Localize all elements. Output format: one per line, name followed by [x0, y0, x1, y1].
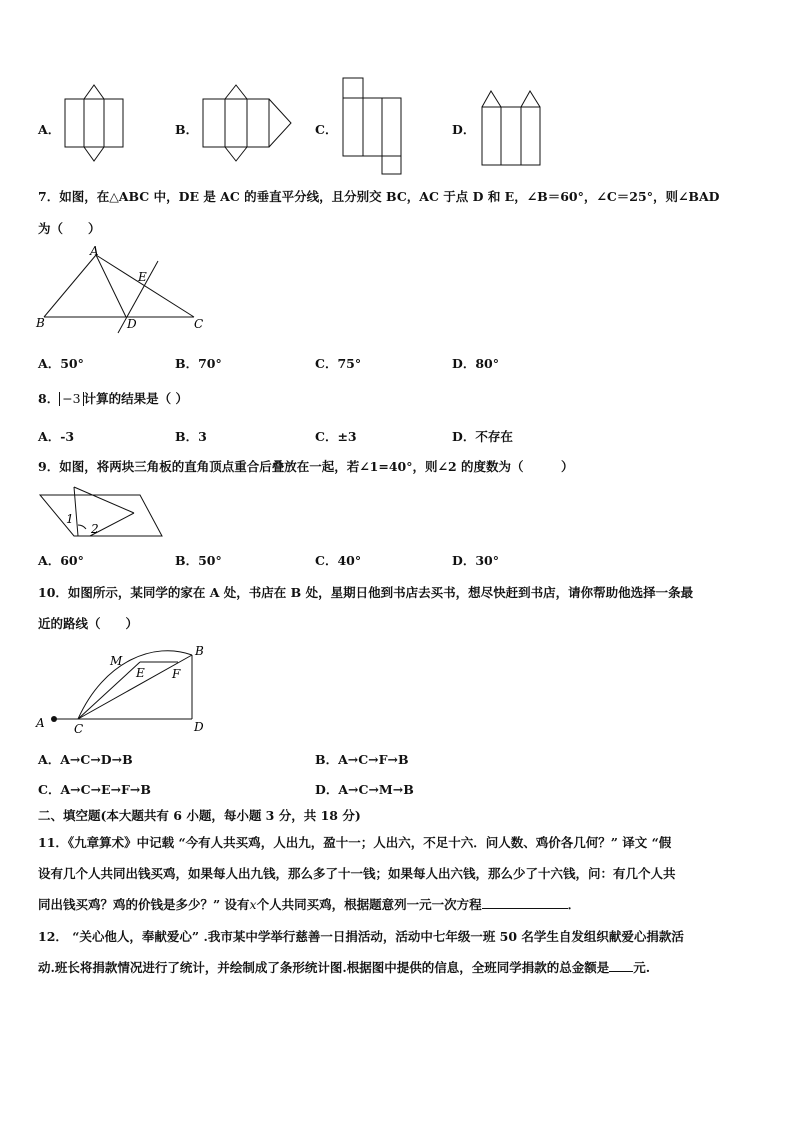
- q12-answer-blank[interactable]: [609, 959, 633, 972]
- q11-stem-line1: 11．《九章算术》中记载 “今有人共买鸡，人出九，盈十一；人出六，不足十六．问人数、鸡价各几何？” 译文 “假: [38, 835, 672, 850]
- q9-option-d[interactable]: D．30°: [452, 553, 499, 568]
- q8-option-c[interactable]: C．±3: [315, 429, 357, 444]
- q8-option-b[interactable]: B．3: [175, 429, 207, 444]
- q10-option-d[interactable]: D．A→C→M→B: [315, 782, 414, 797]
- q12-line2-suffix: 元.: [633, 960, 651, 975]
- q7-label-c: C: [194, 317, 204, 331]
- q11-line3-end: ．: [567, 897, 581, 912]
- q9-angle-2-label: 2: [91, 522, 99, 536]
- q6-net-d: [478, 87, 544, 169]
- q6-option-a[interactable]: A．: [38, 122, 61, 137]
- q8-stem: [38, 389, 188, 407]
- q10-label-m: M: [110, 654, 123, 668]
- q12-stem-line1: 12． “关心他人，奉献爱心” .我市某中学举行慈善一日捐活动，活动中七年级一班 50 名学生自发组织献爱心捐款活: [38, 929, 684, 944]
- q8-number: 8．: [38, 391, 60, 406]
- q6-net-c: [340, 76, 406, 176]
- q7-label-d: D: [127, 317, 137, 331]
- q7-stem-line2: 为（ ）: [38, 221, 101, 236]
- q7-option-b[interactable]: B．70°: [175, 356, 222, 371]
- q7-stem-line1: 7．如图，在△ABC 中，DE 是 AC 的垂直平分线，且分别交 BC，AC 于点 D 和 E，∠B＝60°，∠C＝25°，则∠BAD: [38, 189, 720, 204]
- q10-label-b: B: [195, 644, 204, 658]
- q10-option-b[interactable]: B．A→C→F→B: [315, 752, 409, 767]
- q9-option-b[interactable]: B．50°: [175, 553, 222, 568]
- q11-stem-line3: [38, 895, 580, 913]
- q9-option-a[interactable]: A．60°: [38, 553, 84, 568]
- q10-route-figure: [34, 641, 214, 737]
- section-2-heading: 二、填空题(本大题共有 6 小题，每小题 3 分，共 18 分): [38, 808, 361, 823]
- q10-label-a: A: [36, 716, 45, 730]
- q7-option-a[interactable]: A．50°: [38, 356, 84, 371]
- q8-option-d[interactable]: D．不存在: [452, 429, 513, 444]
- q9-angle-1-label: 1: [66, 512, 74, 526]
- q10-stem-line1: 10．如图所示，某同学的家在 A 处，书店在 B 处，星期日他到书店去买书，想尽快赶到书店，请你帮助他选择一条最: [38, 585, 694, 600]
- q11-variable: x: [249, 897, 257, 912]
- q10-label-d: D: [194, 720, 204, 734]
- q8-text: 计算的结果是（ ）: [83, 391, 188, 406]
- q7-option-c[interactable]: C．75°: [315, 356, 362, 371]
- q10-option-a[interactable]: A．A→C→D→B: [38, 752, 133, 767]
- q10-label-f: F: [172, 667, 181, 681]
- q8-option-a[interactable]: A．-3: [38, 429, 75, 444]
- q7-option-d[interactable]: D．80°: [452, 356, 499, 371]
- q6-net-a: [62, 83, 126, 165]
- q10-option-c[interactable]: C．A→C→E→F→B: [38, 782, 151, 797]
- q7-triangle-figure: [34, 243, 214, 335]
- q12-stem-line2: [38, 958, 650, 976]
- q6-option-b[interactable]: B．: [175, 122, 199, 137]
- q9-stem: 9．如图，将两块三角板的直角顶点重合后叠放在一起，若∠1=40°，则∠2 的度数为（ ）: [38, 459, 574, 474]
- q9-triangles-figure: [36, 483, 168, 541]
- q7-label-a: A: [90, 244, 99, 258]
- q11-line3-middle: 个人共同买鸡，根据题意列一元一次方程: [256, 897, 482, 912]
- q10-label-e: E: [136, 666, 145, 680]
- q7-label-e: E: [138, 270, 147, 284]
- q11-stem-line2: 设有几个人共同出钱买鸡，如果每人出九钱，那么多了十一钱；如果每人出六钱，那么少了十六钱，问：有几个人共: [38, 866, 676, 881]
- q6-option-c[interactable]: C．: [315, 122, 338, 137]
- q8-absolute-value: −3: [59, 392, 83, 406]
- q9-option-c[interactable]: C．40°: [315, 553, 362, 568]
- q11-line3-prefix: 同出钱买鸡？鸡的价钱是多少？” 设有: [38, 897, 250, 912]
- q7-label-b: B: [36, 316, 45, 330]
- q10-label-c: C: [74, 722, 84, 736]
- q12-line2-prefix: 动.班长将捐款情况进行了统计，并绘制成了条形统计图.根据图中提供的信息，全班同学捐款的总金额是: [38, 960, 610, 975]
- q6-net-b: [200, 83, 296, 165]
- q10-stem-line2: 近的路线（ ）: [38, 616, 139, 631]
- q6-option-d[interactable]: D．: [452, 122, 476, 137]
- q10-point-a: [51, 716, 57, 722]
- q11-answer-blank[interactable]: [482, 896, 568, 909]
